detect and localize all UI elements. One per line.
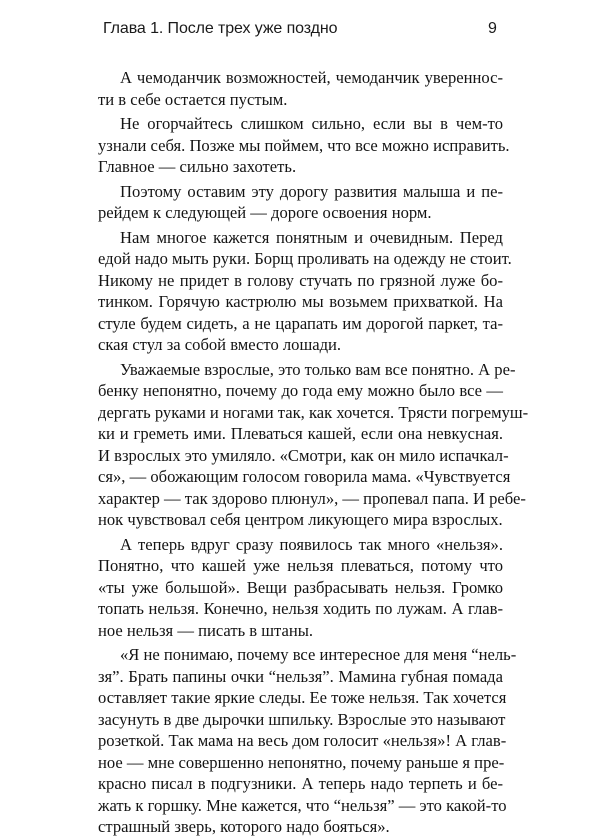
text-line: «ты уже большой». Вещи разбрасывать нельзя. Громко	[98, 577, 503, 597]
text-line: А теперь вдруг сразу появилось так много «нельзя».	[120, 534, 503, 554]
text-line: характер — так здорово плюнул», — пропевал папа. И ребе-	[98, 488, 526, 508]
text-line: оставляет такие яркие следы. Ее тоже нельзя. Так хочется	[98, 688, 507, 707]
text-line: А чемоданчик возможностей, чемоданчик увереннос-	[120, 68, 503, 87]
text-line: зя”. Брать папины очки “нельзя”. Мамина губная помада	[98, 666, 503, 686]
text-line: И взрослых это умиляло. «Смотри, как он мило испачкал-	[98, 445, 509, 465]
text-line: тинком. Горячую кастрюлю мы возьмем прихваткой. На	[98, 292, 503, 311]
page-number: 9	[488, 20, 497, 37]
text-line: красно писал в подгузники. А теперь надо терпеть и бе-	[98, 774, 503, 793]
text-line: бенку непонятно, почему до года ему можно было все —	[98, 381, 503, 400]
text-line: ки и греметь ими. Плеваться кашей, если она невкусная.	[98, 424, 503, 443]
text-line: страшный зверь, которого надо бояться».	[98, 817, 390, 836]
text-line: ся», — обожающим голосом говорила мама. «Чувствуется	[98, 467, 511, 486]
text-line: ти в себе остается пустым.	[98, 89, 288, 109]
text-line: Уважаемые взрослые, это только вам все понятно. А ре-	[120, 359, 516, 379]
text-line: Нам многое кажется понятным и очевидным. Перед	[120, 227, 503, 247]
text-line: Никому не придет в голову стучать по грязной луже бо-	[98, 270, 503, 290]
text-line: Поэтому оставим эту дорогу развития малыша и пе-	[120, 181, 503, 201]
text-line: ное — мне совершенно непонятно, почему раньше я пре-	[98, 752, 505, 772]
text-line: узнали себя. Позже мы поймем, что все можно исправить.	[98, 135, 510, 155]
text-line: едой надо мыть руки. Борщ проливать на одежду не стоит.	[98, 249, 512, 268]
text-line: засунуть в две дырочки шпильку. Взрослые это называют	[98, 709, 506, 729]
text-line: дергать руками и ногами так, как хочется. Трясти погремуш-	[98, 402, 529, 422]
text-line: жать к горшку. Мне кажется, что “нельзя” — это какой-то	[98, 795, 507, 815]
text-line: топать нельзя. Конечно, нельзя ходить по лужам. А глав-	[98, 599, 503, 618]
text-line: Не огорчайтесь слишком сильно, если вы в чем-то	[120, 114, 503, 133]
text-line: ская стул за собой вместо лошади.	[98, 335, 342, 354]
text-line: стуле будем сидеть, а не царапать им дорогой паркет, та-	[98, 313, 503, 333]
text-line: рейдем к следующей — дороге освоения норм.	[98, 203, 432, 222]
chapter-running-head: Глава 1. После трех уже поздно	[103, 20, 338, 37]
text-line: ное нельзя — писать в штаны.	[98, 620, 314, 640]
body-text	[98, 67, 529, 838]
text-line: розеткой. Так мама на весь дом голосит «нельзя»! А глав-	[98, 731, 507, 750]
text-line: нок чувствовал себя центром ликующего мира взрослых.	[98, 510, 503, 529]
text-line: «Я не понимаю, почему все интересное для меня “нель-	[120, 645, 517, 664]
text-line: Понятно, что кашей уже нельзя плеваться, потому что	[98, 556, 503, 575]
text-line: Главное — сильно захотеть.	[98, 157, 297, 176]
